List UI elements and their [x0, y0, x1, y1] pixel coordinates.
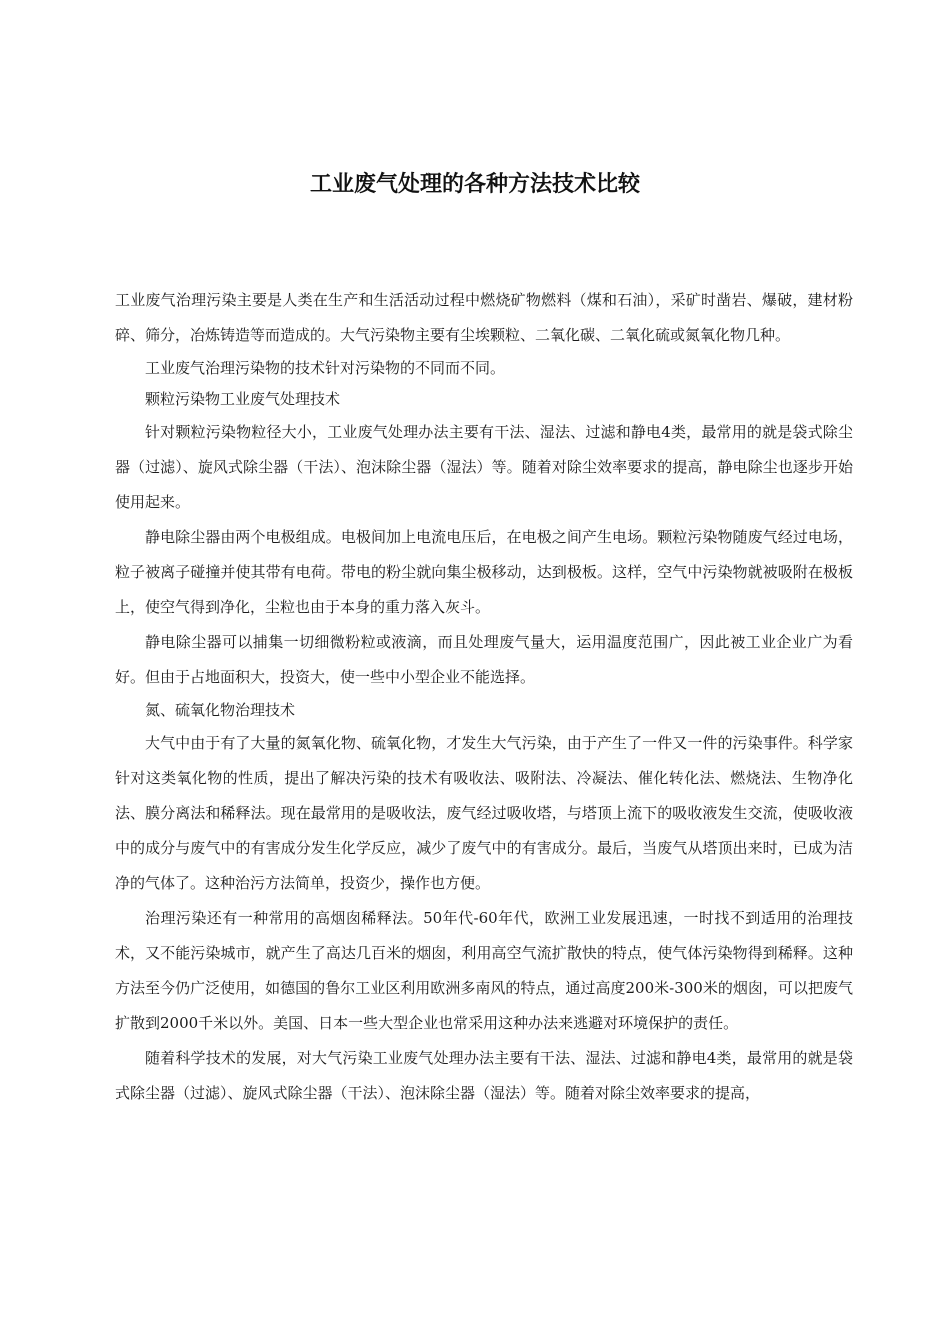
section-heading-particulate: 颗粒污染物工业废气处理技术 [145, 390, 341, 408]
paragraph-electrostatic-principle: 静电除尘器由两个电极组成。电极间加上电流电压后，在电极之间产生电场。颗粒污染物随废气经过电场，粒子被离子碰撞并使其带有电荷。带电的粉尘就向集尘极移动，达到极板。这样，空气中污染物就被吸附在极板上，使空气得到净化，尘粒也由于本身的重力落入灰斗。 [115, 528, 853, 616]
document-title: 工业废气处理的各种方法技术比较 [309, 172, 640, 197]
paragraph-modern-methods: 随着科学技术的发展，对大气污染工业废气处理办法主要有干法、湿法、过滤和静电4类，最常用的就是袋式除尘器（过滤）、旋风式除尘器（干法）、泡沫除尘器（湿法）等。随着对除尘效率要求的提高， [115, 1049, 853, 1102]
paragraph-particulate-methods: 针对颗粒污染物粒径大小，工业废气处理办法主要有干法、湿法、过滤和静电4类，最常用的就是袋式除尘器（过滤）、旋风式除尘器（干法）、泡沫除尘器（湿法）等。随着对除尘效率要求的提高，静电除尘也逐步开始使用起来。 [115, 423, 853, 511]
section-heading-nox-sox: 氮、硫氧化物治理技术 [145, 701, 296, 719]
paragraph-overview: 工业废气治理污染物的技术针对污染物的不同而不同。 [145, 359, 506, 377]
paragraph-intro: 工业废气治理污染主要是人类在生产和生活活动过程中燃烧矿物燃料（煤和石油），采矿时凿岩、爆破，建材粉碎、筛分，冶炼铸造等而造成的。大气污染物主要有尘埃颗粒、二氧化碳、二氧化硫或氮氧化物几种。 [115, 291, 853, 344]
paragraph-electrostatic-pros-cons: 静电除尘器可以捕集一切细微粉粒或液滴，而且处理废气量大，运用温度范围广，因此被工业企业广为看好。但由于占地面积大，投资大，使一些中小型企业不能选择。 [115, 633, 853, 686]
document-body [115, 283, 853, 1111]
paragraph-high-chimney: 治理污染还有一种常用的高烟囱稀释法。50年代-60年代，欧洲工业发展迅速，一时找不到适用的治理技术，又不能污染城市，就产生了高达几百米的烟囱，利用高空气流扩散快的特点，使气体污染物得到稀释。这种方法至今仍广泛使用，如德国的鲁尔工业区利用欧洲多南风的特点，通过高度200米-300米的烟囱，可以把废气扩散到2000千米以外。美国、日本一些大型企业也常采用这种办法来逃避对环境保护的责任。 [115, 909, 853, 1032]
paragraph-nox-sox-methods: 大气中由于有了大量的氮氧化物、硫氧化物，才发生大气污染，由于产生了一件又一件的污染事件。科学家针对这类氧化物的性质，提出了解决污染的技术有吸收法、吸附法、冷凝法、催化转化法、燃烧法、生物净化法、膜分离法和稀释法。现在最常用的是吸收法，废气经过吸收塔，与塔顶上流下的吸收液发生交流，使吸收液中的成分与废气中的有害成分发生化学反应，减少了废气中的有害成分。最后，当废气从塔顶出来时，已成为洁净的气体了。这种治污方法简单，投资少，操作也方便。 [115, 734, 853, 892]
